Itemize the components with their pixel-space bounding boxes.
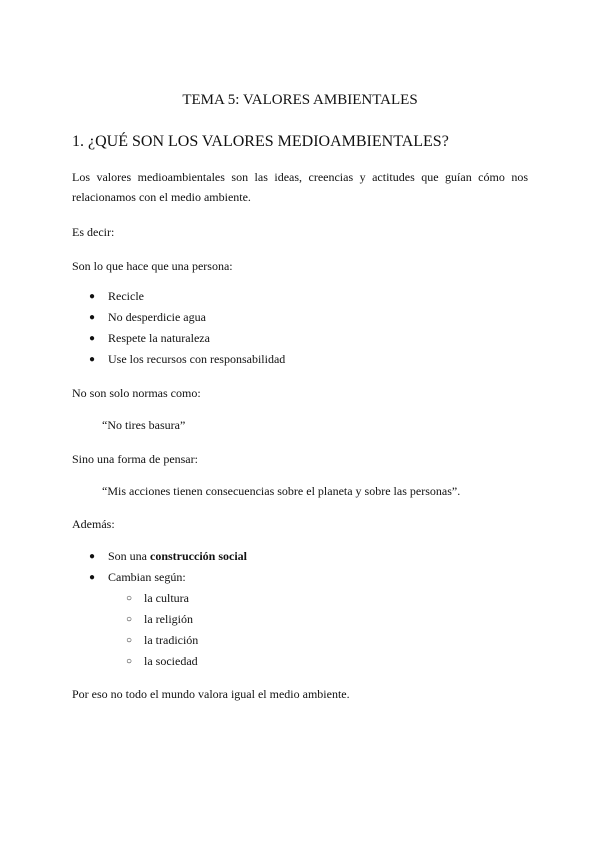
factors-list <box>108 588 247 672</box>
list-item: ● Respete la naturaleza <box>72 328 285 349</box>
ademas-list <box>72 546 247 672</box>
quote-mis-acciones: “Mis acciones tienen consecuencias sobre el planeta y sobre las personas”. <box>102 484 461 498</box>
son-lo-que-text: Son lo que hace que una persona: <box>72 259 233 273</box>
list-item: ○ la tradición <box>72 630 247 651</box>
list-item: ○ la cultura <box>72 588 247 609</box>
bullet-icon: ● <box>89 551 96 562</box>
list-item: ● Use los recursos con responsabilidad <box>72 349 285 370</box>
list-item: ○ la religión <box>72 609 247 630</box>
hollow-bullet-icon: ○ <box>126 593 133 604</box>
bullet-icon: ● <box>89 333 96 344</box>
no-son-text: No son solo normas como: <box>72 386 201 400</box>
list-item: ● Son una construcción social <box>72 546 247 567</box>
hollow-bullet-icon: ○ <box>126 614 133 625</box>
conclusion-text: Por eso no todo el mundo valora igual el medio ambiente. <box>72 687 350 701</box>
document-title: TEMA 5: VALORES AMBIENTALES <box>182 92 418 108</box>
list-item: ○ la sociedad <box>72 651 247 672</box>
hollow-bullet-icon: ○ <box>126 635 133 646</box>
es-decir-text: Es decir: <box>72 225 115 239</box>
actions-list <box>72 286 285 370</box>
intro-paragraph: Los valores medioambientales son las ideas, creencias y actitudes que guían cómo nos relacionamos con el medio ambiente. <box>72 170 528 204</box>
list-item: ● Cambian según: ○ la cultura ○ la religión ○ la tradición ○ la sociedad <box>72 567 247 672</box>
list-item: ● No desperdicie agua <box>72 307 285 328</box>
quote-no-tires-basura: “No tires basura” <box>102 418 186 432</box>
section-heading: 1. ¿QUÉ SON LOS VALORES MEDIOAMBIENTALES? <box>72 133 449 150</box>
bold-term: construcción social <box>150 549 247 563</box>
list-item: ● Recicle <box>72 286 285 307</box>
bullet-icon: ● <box>89 312 96 323</box>
sino-text: Sino una forma de pensar: <box>72 452 198 466</box>
hollow-bullet-icon: ○ <box>126 656 133 667</box>
bullet-icon: ● <box>89 291 96 302</box>
ademas-text: Además: <box>72 517 115 531</box>
bullet-icon: ● <box>89 572 96 583</box>
bullet-icon: ● <box>89 354 96 365</box>
